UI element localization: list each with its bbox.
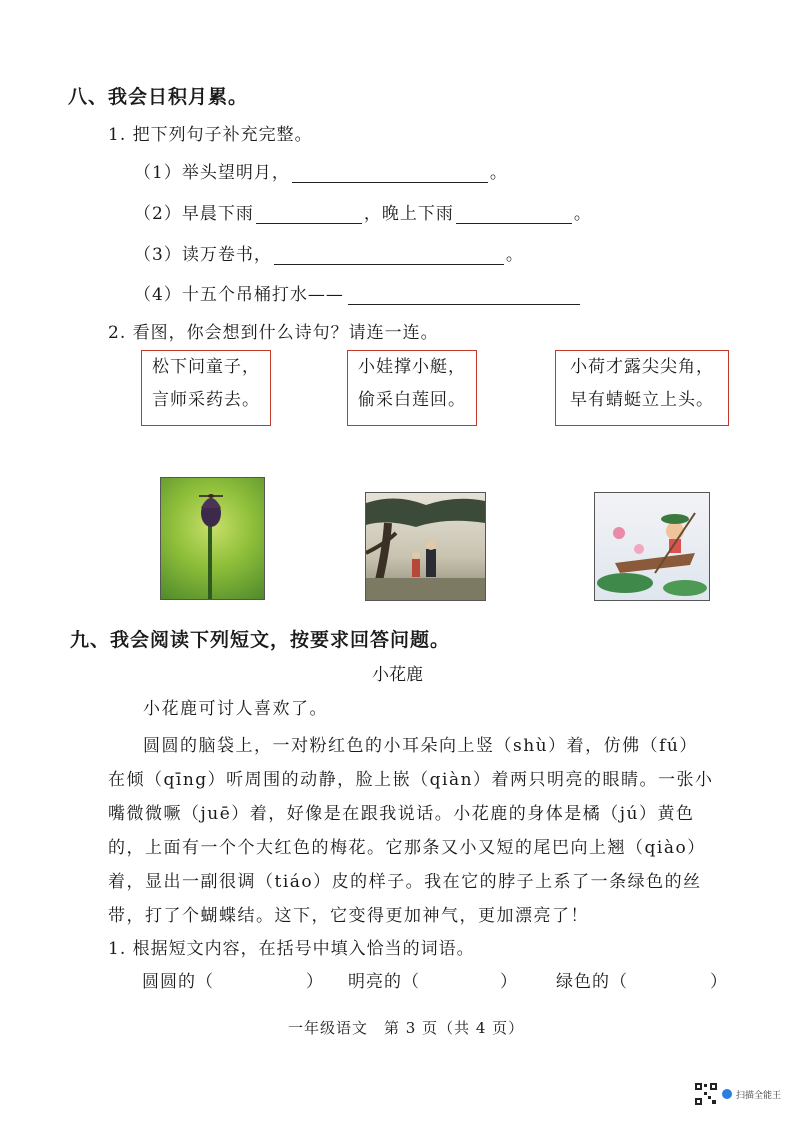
poem-line: 早有蜻蜓立上头。 <box>570 390 714 410</box>
question-1-title: 1. 把下列句子补充完整。 <box>108 125 313 145</box>
lotus-bud-illustration <box>161 478 264 599</box>
fill-item-label: （1）举头望明月， <box>134 163 290 183</box>
story-paragraph-line: 着，显出一副很调（tiáo）皮的样子。我在它的脖子上系了一条绿色的丝 <box>108 872 702 892</box>
question-2-title: 2. 看图，你会想到什么诗句？请连一连。 <box>108 323 439 343</box>
reading-question-1-title: 1. 根据短文内容，在括号中填入恰当的词语。 <box>108 939 475 959</box>
poem-line: 小娃撑小艇， <box>358 357 466 377</box>
fill-item-label: （2）早晨下雨 <box>134 204 254 224</box>
story-title: 小花鹿 <box>372 665 423 685</box>
scanner-watermark <box>694 1082 781 1106</box>
answer-blank[interactable] <box>456 205 572 224</box>
fill-item-2: （2）早晨下雨 ，晚上下雨 。 <box>134 204 592 224</box>
answer-blank[interactable] <box>274 246 504 265</box>
story-paragraph-line: 在倾（qīng）听周围的动静，脸上嵌（qiàn）着两只明亮的眼睛。一张小 <box>108 770 714 790</box>
fill-item-1: （1）举头望明月， 。 <box>134 163 508 183</box>
watermark-label: 扫描全能王 <box>736 1090 782 1101</box>
fill-blank-1: 圆圆的（ ） <box>142 972 324 992</box>
pine-tree-illustration <box>366 493 485 600</box>
fill-item-label: （4）十五个吊桶打水—— <box>134 285 344 305</box>
boy-boat-lotus-picture[interactable] <box>594 492 710 601</box>
story-paragraph-line: 小花鹿可讨人喜欢了。 <box>143 699 328 719</box>
section-9-title: 九、我会阅读下列短文，按要求回答问题。 <box>70 629 451 651</box>
lotus-dragonfly-picture[interactable] <box>160 477 265 600</box>
boat-illustration <box>595 493 709 600</box>
story-paragraph-line: 的，上面有一个个大红色的梅花。它那条又小又短的尾巴向上翘（qiào） <box>108 838 706 858</box>
fill-item-label: （3）读万卷书， <box>134 245 272 265</box>
poem-line: 小荷才露尖尖角， <box>570 357 714 377</box>
page-footer: 一年级语文 第 3 页（共 4 页） <box>288 1019 525 1037</box>
poem-line: 言师采药去。 <box>152 390 260 410</box>
pine-tree-boy-picture[interactable] <box>365 492 486 601</box>
answer-blank[interactable] <box>256 205 362 224</box>
answer-blank[interactable] <box>292 164 488 183</box>
section-8-title: 八、我会日积月累。 <box>68 86 249 108</box>
poem-line: 偷采白莲回。 <box>358 390 466 410</box>
fill-blank-2: 明亮的（ ） <box>348 972 518 992</box>
scanner-app-icon <box>722 1089 732 1099</box>
story-paragraph-line: 嘴微微噘（juē）着，好像是在跟我说话。小花鹿的身体是橘（jú）黄色 <box>108 804 695 824</box>
story-paragraph-line: 带，打了个蝴蝶结。这下，它变得更加神气，更加漂亮了！ <box>108 906 589 926</box>
poem-box-2[interactable] <box>347 350 477 426</box>
poem-box-1[interactable] <box>141 350 271 426</box>
poem-box-3[interactable] <box>555 350 729 426</box>
poem-line: 松下问童子， <box>152 357 260 377</box>
answer-blank[interactable] <box>348 286 580 305</box>
fill-item-4 <box>134 280 582 305</box>
fill-item-3: （3）读万卷书， 。 <box>134 245 524 265</box>
qr-code-icon <box>694 1082 718 1106</box>
story-paragraph-line: 圆圆的脑袋上，一对粉红色的小耳朵向上竖（shù）着，仿佛（fú） <box>143 736 698 756</box>
fill-blank-3: 绿色的（ ） <box>556 972 728 992</box>
